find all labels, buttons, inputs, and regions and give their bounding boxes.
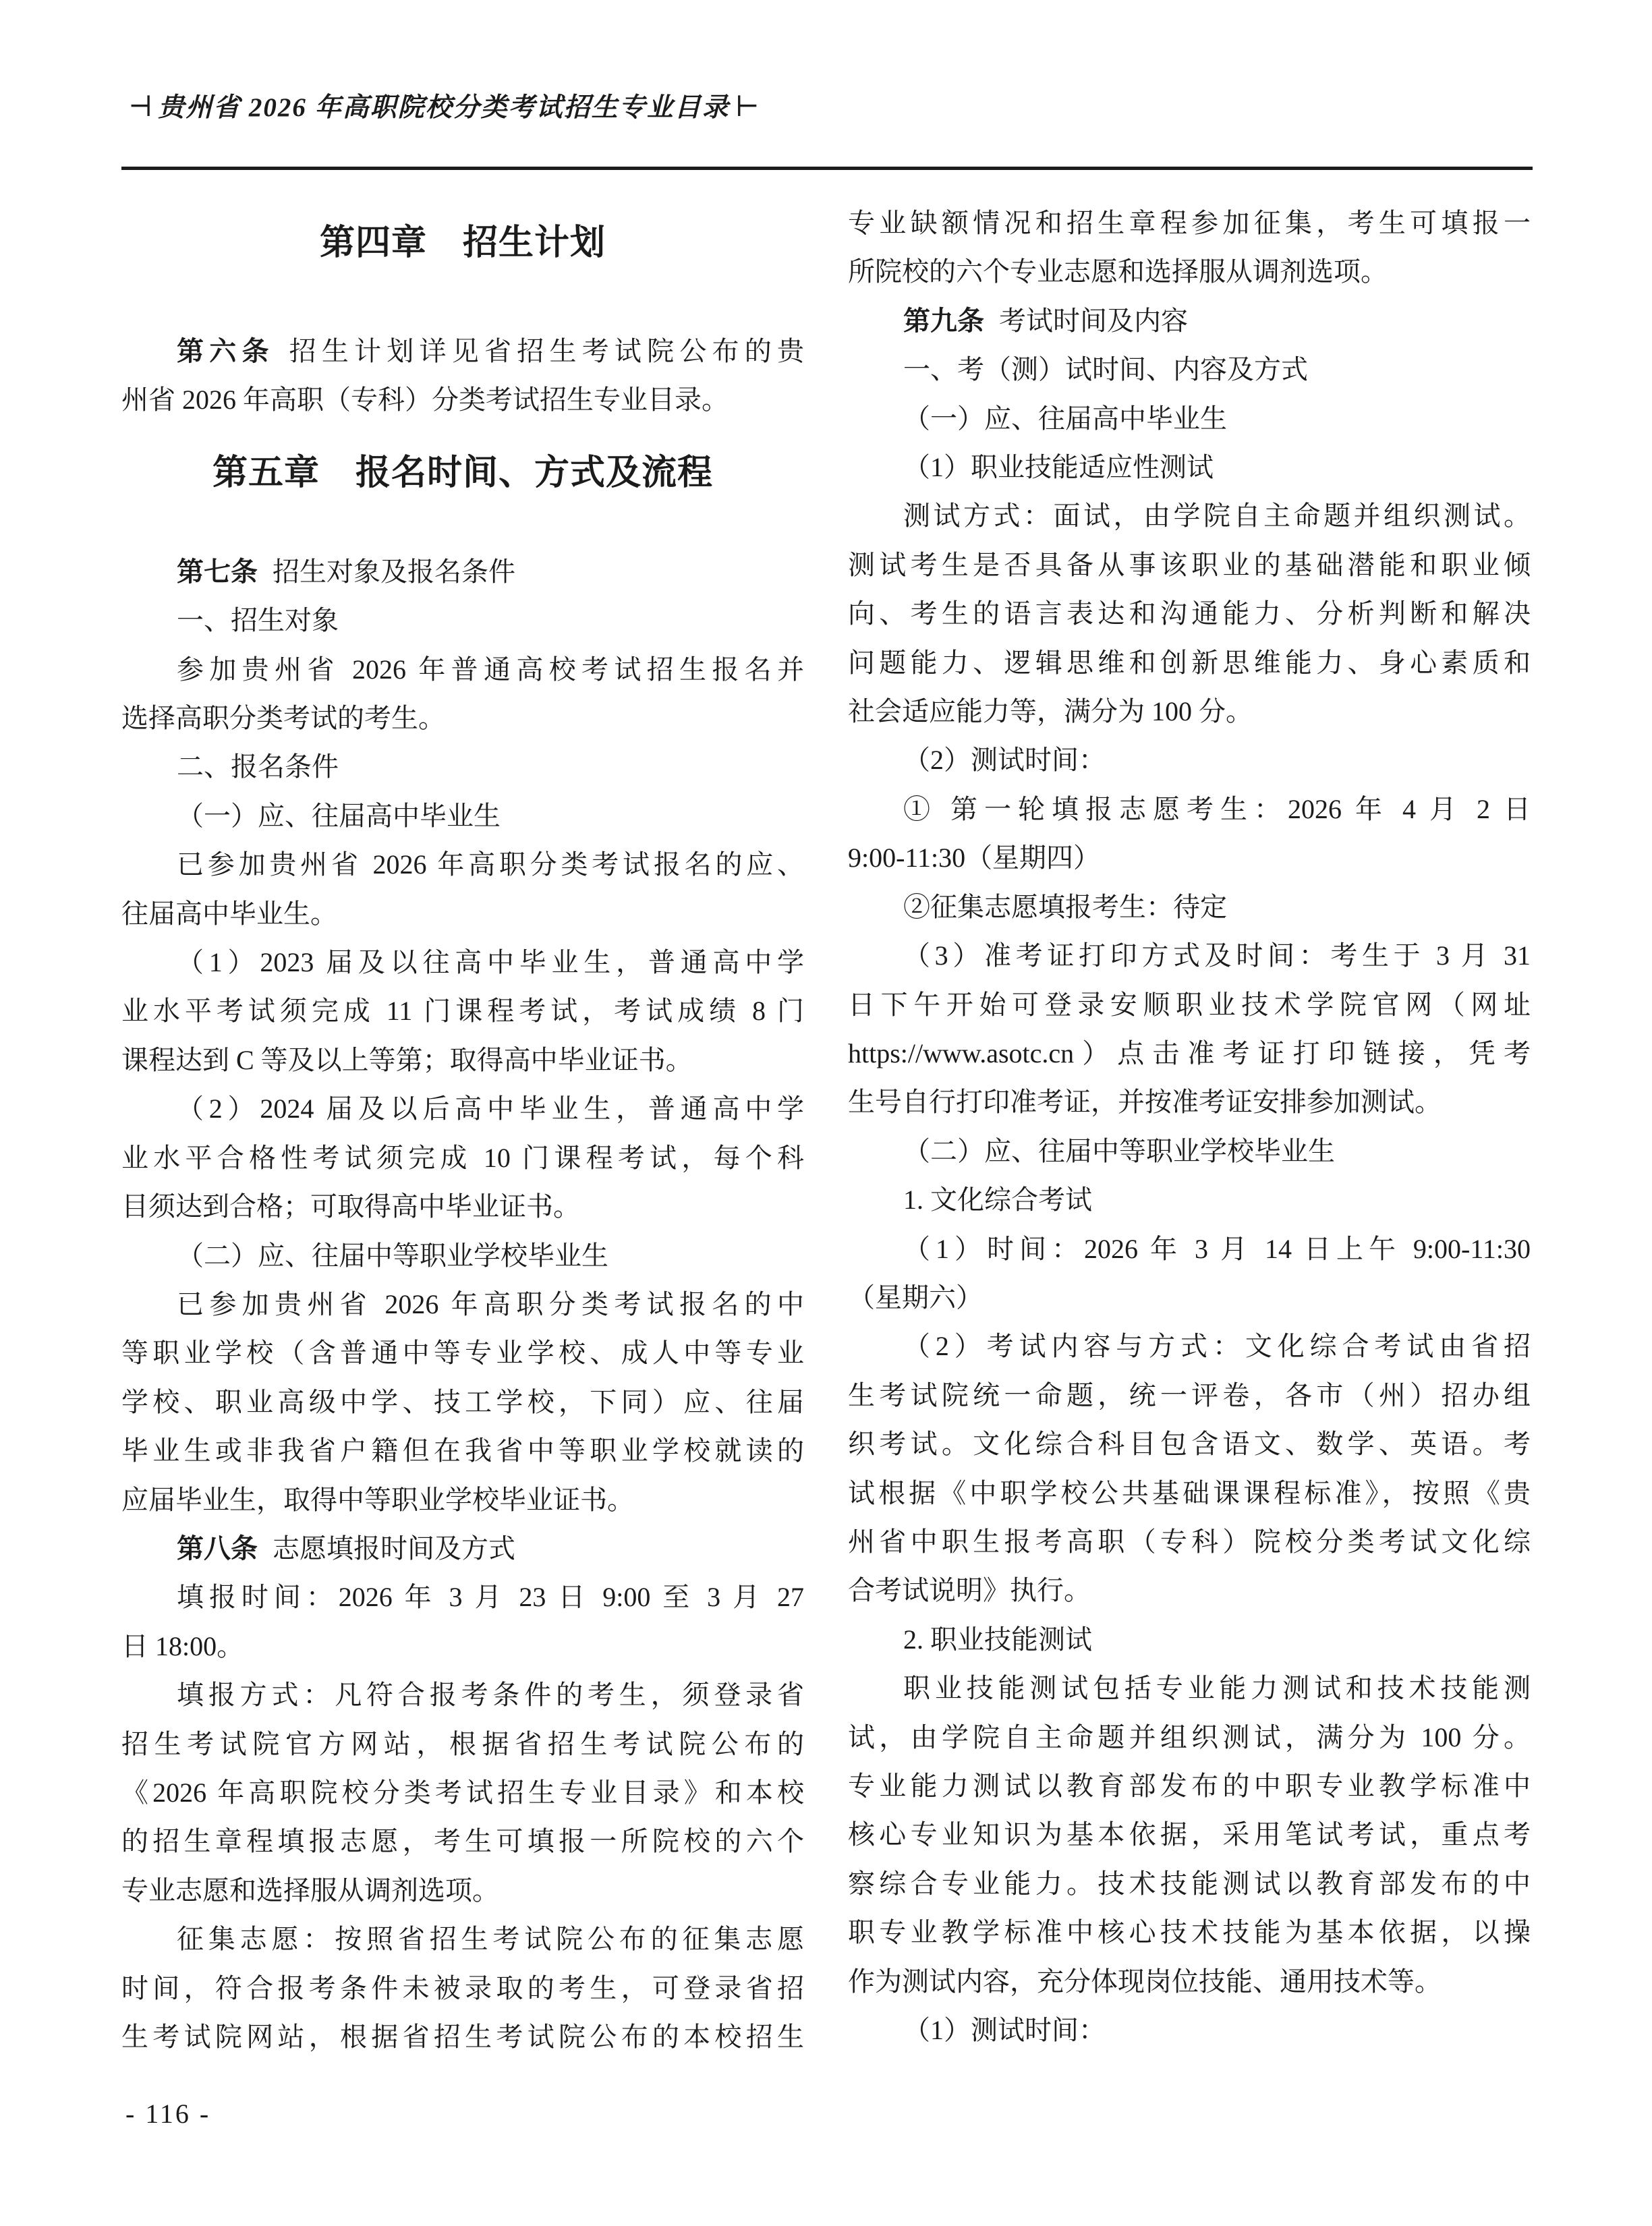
body-line: 参加贵州省 2026 年普通高校考试招生报名并 — [177, 654, 804, 685]
body-line: （3）准考证打印方式及时间：考生于 3 月 31 — [903, 940, 1531, 971]
body-line: 所院校的六个专业志愿和选择服从调剂选项。 — [848, 256, 1388, 287]
body-line: 州省中职生报考高职（专科）院校分类考试文化综 — [848, 1526, 1531, 1557]
body-line: 征集志愿：按照省招生考试院公布的征集志愿 — [177, 1924, 804, 1955]
body-line: （1）时间：2026 年 3 月 14 日上午 9:00-11:30 — [903, 1233, 1531, 1264]
body-line: （二）应、往届中等职业学校毕业生 — [177, 1240, 608, 1271]
body-line: 业水平合格性考试须完成 10 门课程考试，每个科 — [121, 1142, 804, 1173]
right-column — [848, 199, 1531, 2055]
body-line: （2）考试内容与方式：文化综合考试由省招 — [903, 1331, 1531, 1362]
body-line: 填报方式：凡符合报考条件的考生，须登录省 — [177, 1680, 804, 1711]
body-line: 核心专业知识为基本依据，采用笔试考试，重点考 — [848, 1819, 1531, 1850]
body-line: 9:00-11:30（星期四） — [848, 843, 1101, 874]
body-line: （星期六） — [848, 1282, 983, 1313]
body-line: 测试考生是否具备从事该职业的基础潜能和职业倾 — [848, 549, 1531, 580]
body-line: 察综合专业能力。技术技能测试以教育部发布的中 — [848, 1868, 1531, 1899]
article-line — [121, 327, 804, 376]
body-line: 试根据《中职学校公共基础课课程标准》，按照《贵 — [848, 1477, 1531, 1508]
chapter-heading: 第四章 招生计划 — [319, 223, 606, 262]
article-line — [121, 548, 804, 596]
body-line: （一）应、往届高中毕业生 — [903, 403, 1227, 434]
body-line: 专业志愿和选择服从调剂选项。 — [121, 1875, 499, 1906]
body-line: https://www.asotc.cn）点击准考证打印链接，凭考 — [848, 1037, 1531, 1068]
body-line: 《2026 年高职院校分类考试招生专业目录》和本校 — [121, 1777, 804, 1808]
body-line: 试，由学院自主命题并组织测试，满分为 100 分。 — [848, 1721, 1531, 1752]
article-line — [848, 297, 1531, 345]
body-line: 专业能力测试以教育部发布的中职专业教学标准中 — [848, 1771, 1531, 1801]
body-line: 已参加贵州省 2026 年高职分类考试报名的中 — [177, 1288, 804, 1319]
article-label: 第七条 — [177, 556, 258, 587]
body-line: 填报时间：2026 年 3 月 23 日 9:00 至 3 月 27 — [177, 1582, 804, 1613]
body-line: 的招生章程填报志愿，考生可填报一所院校的六个 — [121, 1826, 804, 1857]
body-line: （二）应、往届中等职业学校毕业生 — [903, 1135, 1335, 1166]
body-line: 招生考试院官方网站，根据省招生考试院公布的 — [121, 1728, 804, 1759]
body-line: 已参加贵州省 2026 年高职分类考试报名的应、 — [177, 849, 804, 880]
body-line: 职业技能测试包括专业能力测试和技术技能测 — [903, 1673, 1531, 1704]
body-line: 学校、职业高级中学、技工学校，下同）应、往届 — [121, 1386, 804, 1417]
body-line: 生号自行打印准考证，并按准考证安排参加测试。 — [848, 1087, 1442, 1118]
body-line: 业水平考试须完成 11 门课程考试，考试成绩 8 门 — [121, 996, 804, 1027]
body-line: 生考试院网站，根据省招生考试院公布的本校招生 — [121, 2022, 804, 2052]
body-line: 织考试。文化综合科目包含语文、数学、英语。考 — [848, 1429, 1531, 1460]
body-line: 合考试说明》执行。 — [848, 1575, 1091, 1606]
body-line: 向、考生的语言表达和沟通能力、分析判断和解决 — [848, 598, 1531, 629]
body-line: 应届毕业生，取得中等职业学校毕业证书。 — [121, 1484, 634, 1515]
body-line: （1）2023 届及以往高中毕业生，普通高中学 — [177, 947, 804, 978]
body-line: ②征集志愿填报考生：待定 — [903, 891, 1227, 922]
article-label: 第六条 — [177, 337, 275, 366]
article-label: 第九条 — [903, 306, 984, 336]
body-line: 职专业教学标准中核心技术技能为基本依据，以操 — [848, 1917, 1531, 1948]
body-line: ① 第一轮填报志愿考生：2026 年 4 月 2 日 — [903, 793, 1531, 824]
article-title: 招生计划详见省招生考试院公布的贵 — [289, 336, 805, 366]
body-line: （2）测试时间： — [903, 745, 1106, 776]
body-line: （2）2024 届及以后高中毕业生，普通高中学 — [177, 1093, 804, 1124]
body-line: 课程达到 C 等及以上等第；取得高中毕业证书。 — [121, 1044, 693, 1075]
body-line: 一、考（测）试时间、内容及方式 — [903, 354, 1308, 385]
body-line: 1. 文化综合考试 — [903, 1185, 1092, 1216]
header-tick-left-icon: ⊣ — [128, 92, 153, 123]
header-rule — [121, 167, 1533, 170]
body-line: 社会适应能力等，满分为 100 分。 — [848, 696, 1253, 727]
chapter-heading: 第五章 报名时间、方式及流程 — [212, 453, 713, 492]
body-line: 作为测试内容，充分体现岗位技能、通用技术等。 — [848, 1966, 1442, 1997]
article-title: 志愿填报时间及方式 — [273, 1533, 515, 1564]
body-line: 等职业学校（含普通中等专业学校、成人中等专业 — [121, 1338, 804, 1369]
body-line: 往届高中毕业生。 — [121, 898, 337, 929]
page-header — [123, 86, 765, 124]
body-line: 目须达到合格；可取得高中毕业证书。 — [121, 1191, 580, 1222]
body-line: 选择高职分类考试的考生。 — [121, 703, 445, 734]
body-line: 专业缺额情况和招生章程参加征集，考生可填报一 — [848, 208, 1531, 238]
body-line: （1）职业技能适应性测试 — [903, 452, 1214, 483]
body-line: 二、报名条件 — [177, 751, 339, 782]
body-line: 测试方式：面试，由学院自主命题并组织测试。 — [903, 501, 1531, 532]
body-line: 州省 2026 年高职（专科）分类考试招生专业目录。 — [121, 384, 729, 416]
running-title: 贵州省 2026 年高职院校分类考试招生专业目录 — [158, 93, 730, 122]
body-line: 2. 职业技能测试 — [903, 1624, 1092, 1655]
article-label: 第八条 — [177, 1533, 258, 1564]
body-line: （一）应、往届高中毕业生 — [177, 800, 501, 831]
body-line: 日下午开始可登录安顺职业技术学院官网（网址 — [848, 989, 1531, 1020]
page-number: - 116 - — [125, 2099, 211, 2129]
page-footer — [125, 2094, 210, 2134]
body-line: 生考试院统一命题，统一评卷，各市（州）招办组 — [848, 1379, 1531, 1410]
body-line: 毕业生或非我省户籍但在我省中等职业学校就读的 — [121, 1435, 804, 1466]
article-title: 考试时间及内容 — [999, 305, 1188, 336]
body-line: 一、招生对象 — [177, 605, 339, 636]
body-line: 日 18:00。 — [121, 1630, 244, 1661]
left-column — [121, 199, 804, 2061]
article-title: 招生对象及报名条件 — [273, 556, 515, 587]
body-line: （1）测试时间： — [903, 2015, 1106, 2046]
body-line: 问题能力、逻辑思维和创新思维能力、身心素质和 — [848, 647, 1531, 678]
header-tick-right-icon: ⊢ — [735, 92, 760, 123]
body-line: 时间，符合报考条件未被录取的考生，可登录省招 — [121, 1972, 804, 2003]
article-line — [121, 1524, 804, 1573]
